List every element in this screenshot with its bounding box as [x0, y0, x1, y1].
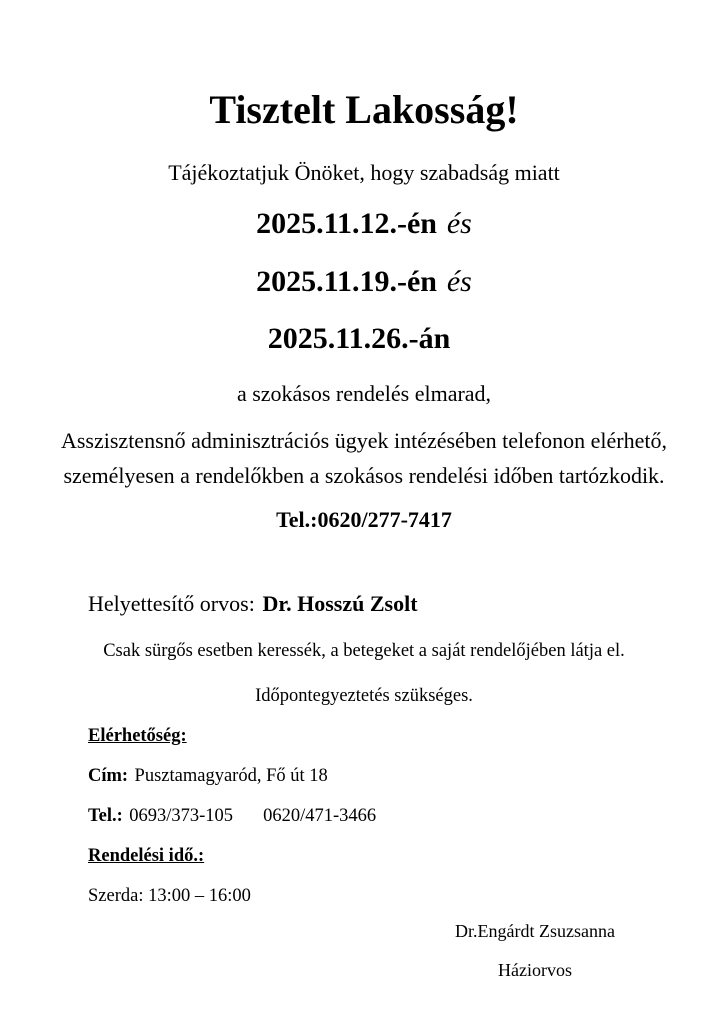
assistant-phone-line: Tel.:0620/277-7417 — [276, 506, 452, 532]
closure-date-line — [45, 323, 683, 355]
urgent-note: Csak sürgős esetben keressék, a betegeket a saját rendelőjében látja el. — [103, 640, 625, 661]
contact-heading: Elérhetőség: — [88, 725, 187, 746]
date-conjunction: és — [446, 264, 472, 298]
closure-date: 2025.11.26.-án — [267, 322, 451, 355]
cancellation-line: a szokásos rendelés elmarad, — [236, 380, 492, 406]
substitute-doctor-label: Helyettesítő orvos: — [88, 590, 255, 616]
address-line — [88, 766, 683, 787]
signature-role: Háziorvos — [498, 959, 572, 980]
hours-line: Szerda: 13:00 – 16:00 — [88, 885, 251, 906]
signature-name: Dr.Engárdt Zsuzsanna — [455, 920, 615, 941]
intro-line: Tájékoztatjuk Önöket, hogy szabadság miatt — [168, 160, 560, 185]
page-title: Tisztelt Lakosság! — [209, 87, 519, 132]
telephone-number-1: 0693/373-105 — [129, 805, 234, 826]
appointment-note: Időpontegyeztetés szükséges. — [255, 685, 473, 706]
assistant-paragraph: Asszisztensnő adminisztrációs ügyek intézésében telefonon elérhető, személyesen a rendelőkben a szokásos rendelési időben tartózkodik. — [60, 427, 668, 488]
date-conjunction: és — [446, 207, 472, 240]
substitute-doctor-name: Dr. Hosszú Zsolt — [262, 590, 418, 616]
telephone-number-2: 0620/471-3466 — [263, 805, 377, 826]
contact-heading-line — [88, 726, 683, 747]
telephone-label: Tel.: — [88, 805, 123, 826]
hours-heading: Rendelési idő.: — [88, 845, 205, 866]
closure-date: 2025.11.19.-én — [256, 264, 437, 298]
closure-date: 2025.11.12.-én — [256, 207, 437, 240]
hours-heading-line — [88, 846, 683, 867]
closure-date-line — [45, 266, 683, 298]
address-label: Cím: — [88, 765, 129, 786]
substitute-doctor-line — [88, 591, 683, 617]
telephone-line — [88, 806, 683, 827]
address-value: Pusztamagyaród, Fő út 18 — [134, 765, 328, 786]
signature-block — [405, 921, 665, 981]
closure-date-line — [45, 208, 683, 240]
